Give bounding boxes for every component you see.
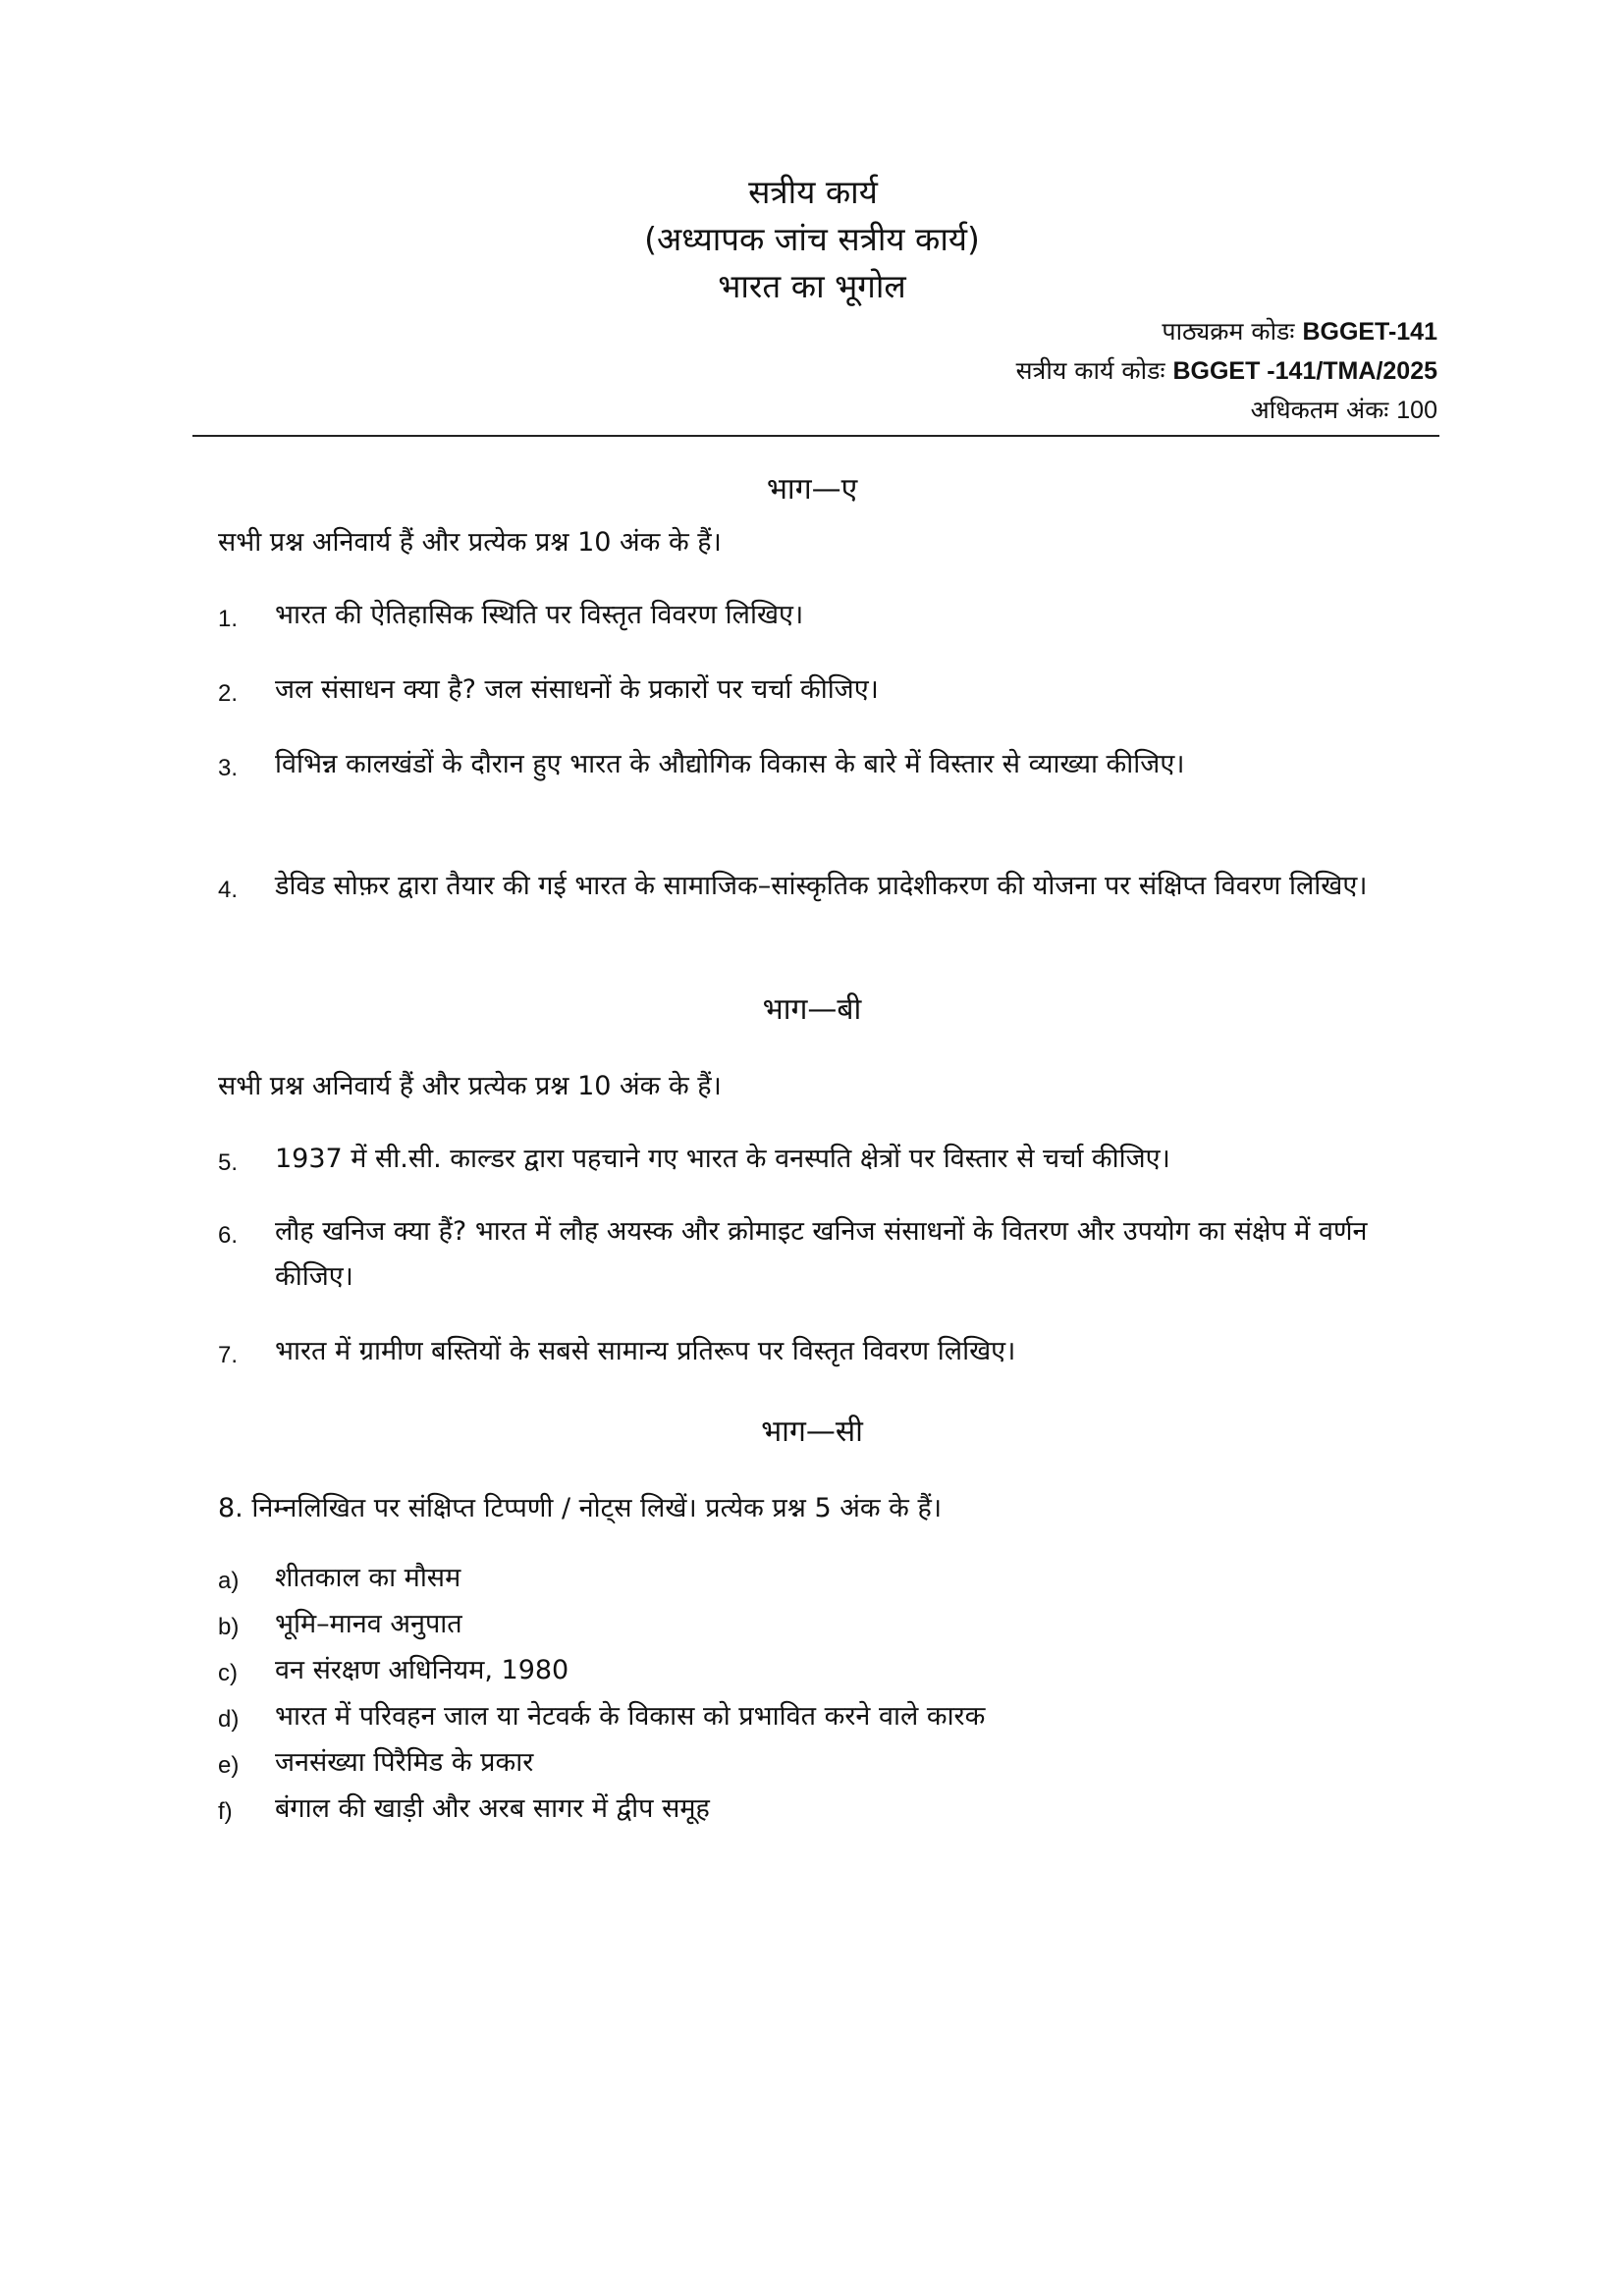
sub-item-label: a): [218, 1568, 240, 1594]
question-4: [218, 864, 1426, 909]
part-c-heading: भाग—सी: [761, 1415, 863, 1449]
sub-item-f: [218, 1789, 710, 1829]
sub-item-a: [218, 1559, 460, 1598]
sub-item-label: e): [218, 1752, 240, 1779]
assignment-code-label: सत्रीय कार्य कोडः: [1015, 356, 1165, 385]
assignment-code-row: [1016, 351, 1437, 391]
question-text: डेविड सोफ़र द्वारा तैयार की गई भारत के सामाजिक–सांस्कृतिक प्रादेशीकरण की योजना पर संक्षिप्त विवरण लिखिए।: [275, 871, 1368, 901]
max-marks-label: अधिकतम अंकः: [1250, 396, 1389, 424]
question-text: 1937 में सी.सी. काल्डर द्वारा पहचाने गए भारत के वनस्पति क्षेत्रों पर विस्तार से चर्चा कीजिए।: [275, 1144, 1170, 1174]
question-6: [218, 1209, 1426, 1300]
question-number: 7.: [218, 1342, 239, 1368]
sub-item-label: d): [218, 1706, 240, 1733]
question-text: जल संसाधन क्या है? जल संसाधनों के प्रकारों पर चर्चा कीजिए।: [275, 674, 879, 705]
question-number: 2.: [218, 680, 239, 707]
sub-item-d: [218, 1697, 985, 1736]
course-code-value: BGGET-141: [1302, 318, 1437, 346]
sub-item-text: शीतकाल का मौसम: [275, 1563, 461, 1593]
question-number: 4.: [218, 877, 239, 903]
question-text: लौह खनिज क्या हैं? भारत में लौह अयस्क और क्रोमाइट खनिज संसाधनों के वितरण और उपयोग का संक्षेप में वर्णन कीजिए।: [275, 1216, 1368, 1292]
title-line-2: (अध्यापक जांच सत्रीय कार्य): [644, 220, 980, 258]
question-3: [218, 742, 1426, 787]
question-7: [218, 1329, 1426, 1374]
question-5: [218, 1137, 1426, 1182]
max-marks-row: [1016, 391, 1437, 430]
question-text: विभिन्न कालखंडों के दौरान हुए भारत के औद्योगिक विकास के बारे में विस्तार से व्याख्या कीजिए।: [275, 749, 1185, 779]
question-1: [218, 593, 1426, 638]
part-a-heading: भाग—ए: [766, 472, 858, 507]
question-number: 1.: [218, 606, 239, 632]
assignment-code-value: BGGET -141/TMA/2025: [1172, 357, 1437, 385]
header-divider: [192, 435, 1439, 437]
question-number: 3.: [218, 755, 239, 781]
max-marks-value: 100: [1396, 397, 1437, 424]
sub-item-text: बंगाल की खाड़ी और अरब सागर में द्वीप समूह: [275, 1793, 710, 1824]
part-c-instruction: 8. निम्नलिखित पर संक्षिप्त टिप्पणी / नोट्स लिखें। प्रत्येक प्रश्न 5 अंक के हैं।: [218, 1493, 943, 1523]
sub-item-label: f): [218, 1798, 233, 1825]
question-2: [218, 667, 1426, 713]
course-code-label: पाठ्यक्रम कोडः: [1162, 317, 1295, 346]
sub-item-c: [218, 1651, 568, 1690]
sub-item-text: जनसंख्या पिरैमिड के प्रकार: [275, 1747, 534, 1778]
code-block: [1016, 312, 1437, 430]
question-number: 5.: [218, 1149, 239, 1176]
question-text: भारत की ऐतिहासिक स्थिति पर विस्तृत विवरण लिखिए।: [275, 600, 804, 630]
sub-item-text: वन संरक्षण अधिनियम, 1980: [275, 1655, 569, 1685]
sub-item-text: भारत में परिवहन जाल या नेटवर्क के विकास को प्रभावित करने वाले कारक: [275, 1701, 986, 1732]
title-line-1: सत्रीय कार्य: [748, 173, 878, 211]
course-code-row: [1016, 312, 1437, 351]
part-b-heading: भाग—बी: [762, 992, 862, 1027]
part-b-instruction: सभी प्रश्न अनिवार्य हैं और प्रत्येक प्रश्न 10 अंक के हैं।: [218, 1071, 722, 1101]
sub-item-e: [218, 1743, 533, 1783]
question-number: 6.: [218, 1222, 239, 1249]
sub-item-text: भूमि–मानव अनुपात: [275, 1609, 462, 1639]
sub-item-label: c): [218, 1660, 238, 1686]
question-text: भारत में ग्रामीण बस्तियों के सबसे सामान्य प्रतिरूप पर विस्तृत विवरण लिखिए।: [275, 1336, 1016, 1366]
sub-item-b: [218, 1605, 462, 1644]
sub-item-label: b): [218, 1614, 240, 1640]
title-line-3: भारत का भूगोल: [718, 267, 906, 305]
document-title: [0, 169, 1624, 310]
part-a-instruction: सभी प्रश्न अनिवार्य हैं और प्रत्येक प्रश्न 10 अंक के हैं।: [218, 527, 722, 558]
